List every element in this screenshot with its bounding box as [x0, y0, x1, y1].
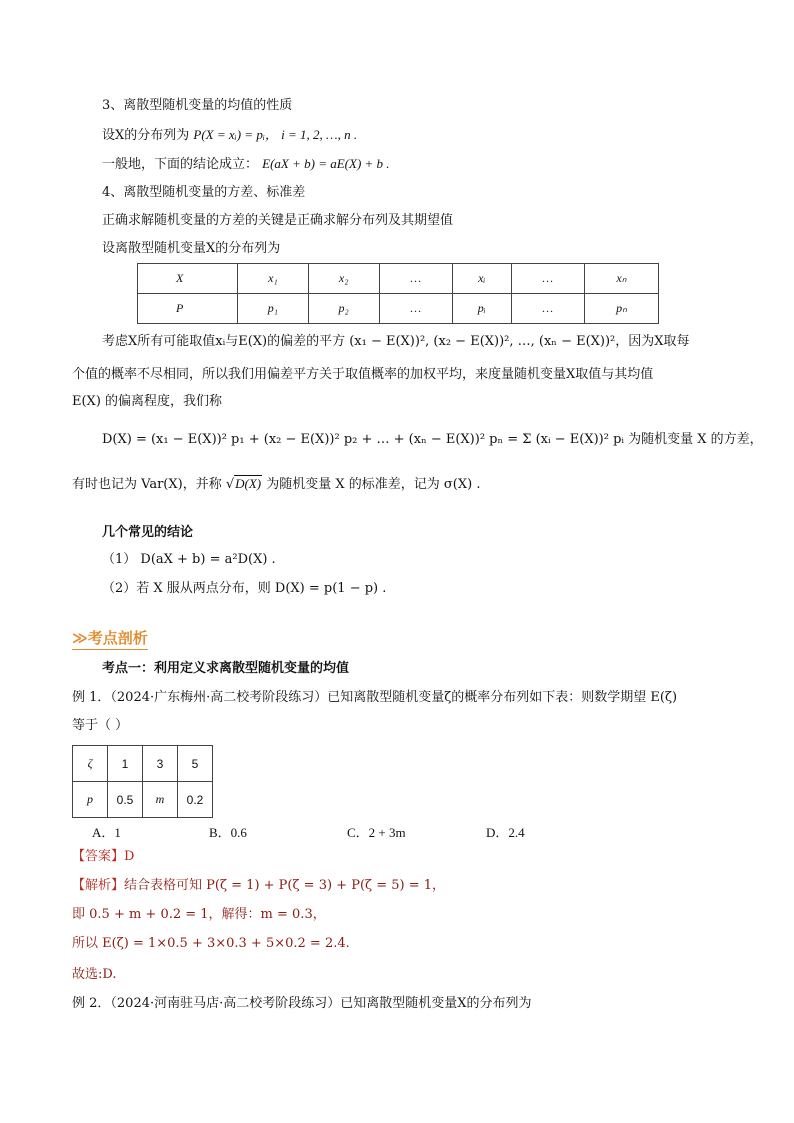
choice-a: A．1: [92, 825, 121, 840]
table-cell: …: [511, 294, 584, 324]
table-cell: p₂: [308, 294, 379, 324]
section4-line1: 正确求解随机变量的方差的关键是正确求解分布列及其期望值: [102, 213, 454, 228]
table-cell: x₁: [238, 264, 309, 294]
conclusions-title: 几个常见的结论: [102, 525, 194, 540]
section4-title: 4、离散型随机变量的方差、标准差: [102, 185, 306, 200]
distribution-table: [137, 263, 659, 324]
example1-question: 例 1．（2024·广东梅州·高二校考阶段练习）已知离散型随机变量ζ的概率分布列如下表：则数学期望 E(ζ): [72, 690, 678, 705]
table-cell: pᵢ: [452, 294, 511, 324]
variance-p4-b: 为随机变量 X 的标准差，记为 σ(X) .: [266, 477, 481, 492]
section4-line2: 设离散型随机变量X的分布列为: [102, 241, 281, 256]
topic-title: 考点一：利用定义求离散型随机变量的均值: [102, 661, 350, 676]
table-cell: xᵢ: [452, 264, 511, 294]
table-cell: pₙ: [584, 294, 658, 324]
variance-paragraph-1: 考虑X所有可能取值xᵢ与E(X)的偏差的平方 (x₁ − E(X))², (x₂ − E(X))², …, (xₙ − E(X))²，因为X取每: [102, 334, 690, 349]
analysis-text-1: 结合表格可知 P(ζ = 1) + P(ζ = 3) + P(ζ = 5) = 1，: [124, 878, 445, 893]
example1-table: [72, 745, 213, 818]
answer-line: [72, 848, 134, 866]
choice-d: D．2.4: [486, 825, 525, 840]
section3-line1-text: 设X的分布列为: [102, 128, 190, 143]
section3-line2-text: 一般地，下面的结论成立：: [102, 157, 259, 172]
analysis-line-4: 故选:D.: [72, 967, 117, 982]
table-cell: m: [143, 782, 178, 818]
table-cell: …: [379, 264, 452, 294]
analysis-line-1: [72, 877, 445, 895]
variance-formula: D(X) = (x₁ − E(X))² p₁ + (x₂ − E(X))² p₂ + … + (xₙ − E(X))² pₙ = Σ (xᵢ − E(X))² pᵢ 为随机变量 X 的方差，: [102, 432, 763, 447]
analysis-label: 【解析】: [72, 878, 125, 893]
variance-paragraph-3: E(X) 的偏离程度，我们称: [72, 394, 223, 409]
sqrt-content: D(X): [235, 476, 262, 491]
section3-line1: [102, 126, 357, 145]
example1-question-2: 等于（ ）: [72, 718, 129, 733]
table-row: [138, 294, 659, 324]
table-row: [138, 264, 659, 294]
table-cell: 0.5: [108, 782, 143, 818]
table-cell: p: [73, 782, 108, 818]
answer-label: 【答案】: [72, 849, 125, 864]
table-cell: 3: [143, 746, 178, 782]
table-row: [73, 782, 213, 818]
section3-line2-math: E(aX + b) = aE(X) + b .: [262, 156, 390, 171]
analysis-line-3: 所以 E(ζ) = 1×0.5 + 3×0.3 + 5×0.2 = 2.4.: [72, 936, 350, 951]
variance-paragraph-2: 个值的概率不尽相同，所以我们用偏差平方关于取值概率的加权平均，来度量随机变量X取值与其均值: [72, 367, 654, 382]
conclusion-1: （1） D(aX + b) = a²D(X) .: [102, 552, 276, 567]
table-cell: …: [511, 264, 584, 294]
choice-b: B．0.6: [209, 825, 247, 840]
table-cell: P: [138, 294, 238, 324]
table-cell: 1: [108, 746, 143, 782]
section3-line2: [102, 155, 390, 174]
sqrt-sign: √: [225, 477, 235, 492]
analysis-line-2: 即 0.5 + m + 0.2 = 1，解得：m = 0.3，: [72, 907, 326, 922]
section-header: ≫考点剖析: [72, 627, 148, 650]
section3-line1-math: P(X = xᵢ) = pᵢ， i = 1, 2, …, n .: [193, 127, 358, 142]
variance-p4-a: 有时也记为 Var(X)，并称: [72, 477, 226, 492]
answer-value: D: [124, 849, 135, 864]
table-cell: …: [379, 294, 452, 324]
choice-c: C．2 + 3m: [347, 825, 406, 840]
table-cell: X: [138, 264, 238, 294]
example2-question: 例 2．（2024·河南驻马店·高二校考阶段练习）已知离散型随机变量X的分布列为: [72, 996, 532, 1011]
conclusion-2: （2）若 X 服从两点分布，则 D(X) = p(1 − p) .: [102, 581, 387, 596]
variance-paragraph-4: [72, 475, 480, 494]
section3-title: 3、离散型随机变量的均值的性质: [102, 98, 293, 113]
table-cell: x₂: [308, 264, 379, 294]
table-row: [73, 746, 213, 782]
table-cell: 5: [178, 746, 213, 782]
table-cell: 0.2: [178, 782, 213, 818]
table-cell: xₙ: [584, 264, 658, 294]
table-cell: p₁: [238, 294, 309, 324]
table-cell: ζ: [73, 746, 108, 782]
